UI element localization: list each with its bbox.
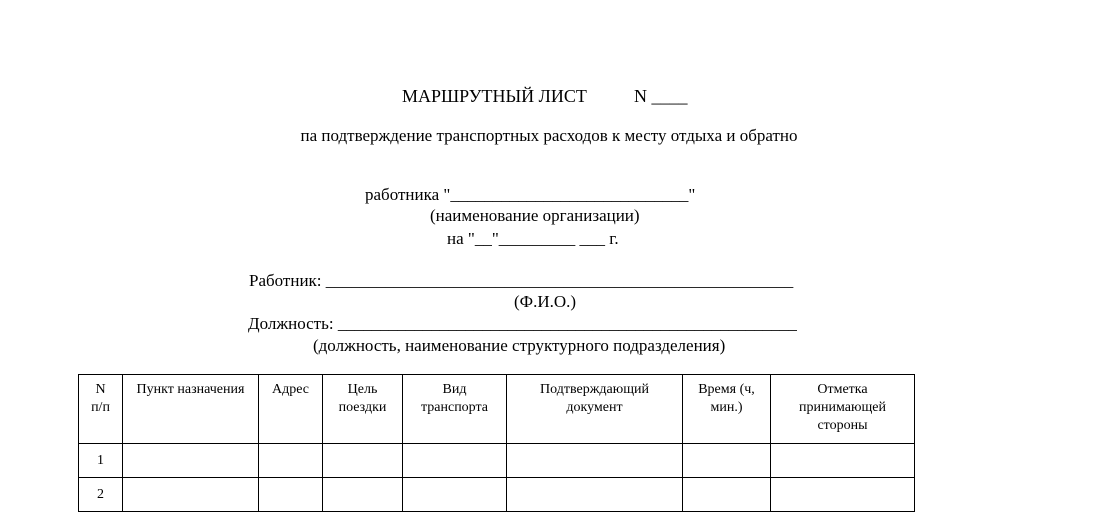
table-cell [123, 444, 259, 478]
employee-of-line: работника "____________________________" [365, 185, 696, 204]
table-row [79, 478, 915, 512]
header-address: Адрес [259, 375, 323, 444]
table-cell [403, 444, 507, 478]
position-hint: (должность, наименование структурного подразделения) [313, 336, 726, 355]
table-cell [259, 478, 323, 512]
table-cell [323, 444, 403, 478]
header-number: N п/п [79, 375, 123, 444]
organization-hint: (наименование организации) [430, 206, 640, 225]
table-row [79, 444, 915, 478]
table-cell: 1 [79, 444, 123, 478]
header-time: Время (ч, мин.) [683, 375, 771, 444]
route-table [78, 374, 915, 512]
document-subtitle: па подтверждение транспортных расходов к месту отдыха и обратно [300, 126, 798, 145]
table-cell [683, 444, 771, 478]
table-cell [507, 444, 683, 478]
table-header-row [79, 375, 915, 444]
table-cell [683, 478, 771, 512]
header-transport: Вид транспорта [403, 375, 507, 444]
fio-hint: (Ф.И.О.) [514, 292, 577, 311]
table-cell [403, 478, 507, 512]
header-receiving-mark: Отметка принимающей стороны [771, 375, 915, 444]
table-cell [507, 478, 683, 512]
position-line: Должность: ______________________________________________________ [248, 314, 797, 333]
document-title: МАРШРУТНЫЙ ЛИСТ [402, 86, 587, 106]
table-cell: 2 [79, 478, 123, 512]
document-number: N ____ [634, 86, 688, 106]
header-purpose: Цель поездки [323, 375, 403, 444]
table-cell [259, 444, 323, 478]
table-cell [323, 478, 403, 512]
table-cell [123, 478, 259, 512]
worker-line: Работник: _______________________________________________________ [249, 271, 794, 290]
table-cell [771, 444, 915, 478]
table-cell [771, 478, 915, 512]
header-destination: Пункт назначения [123, 375, 259, 444]
date-line: на "__"_________ ___ г. [447, 229, 619, 248]
header-document: Подтверждающий документ [507, 375, 683, 444]
